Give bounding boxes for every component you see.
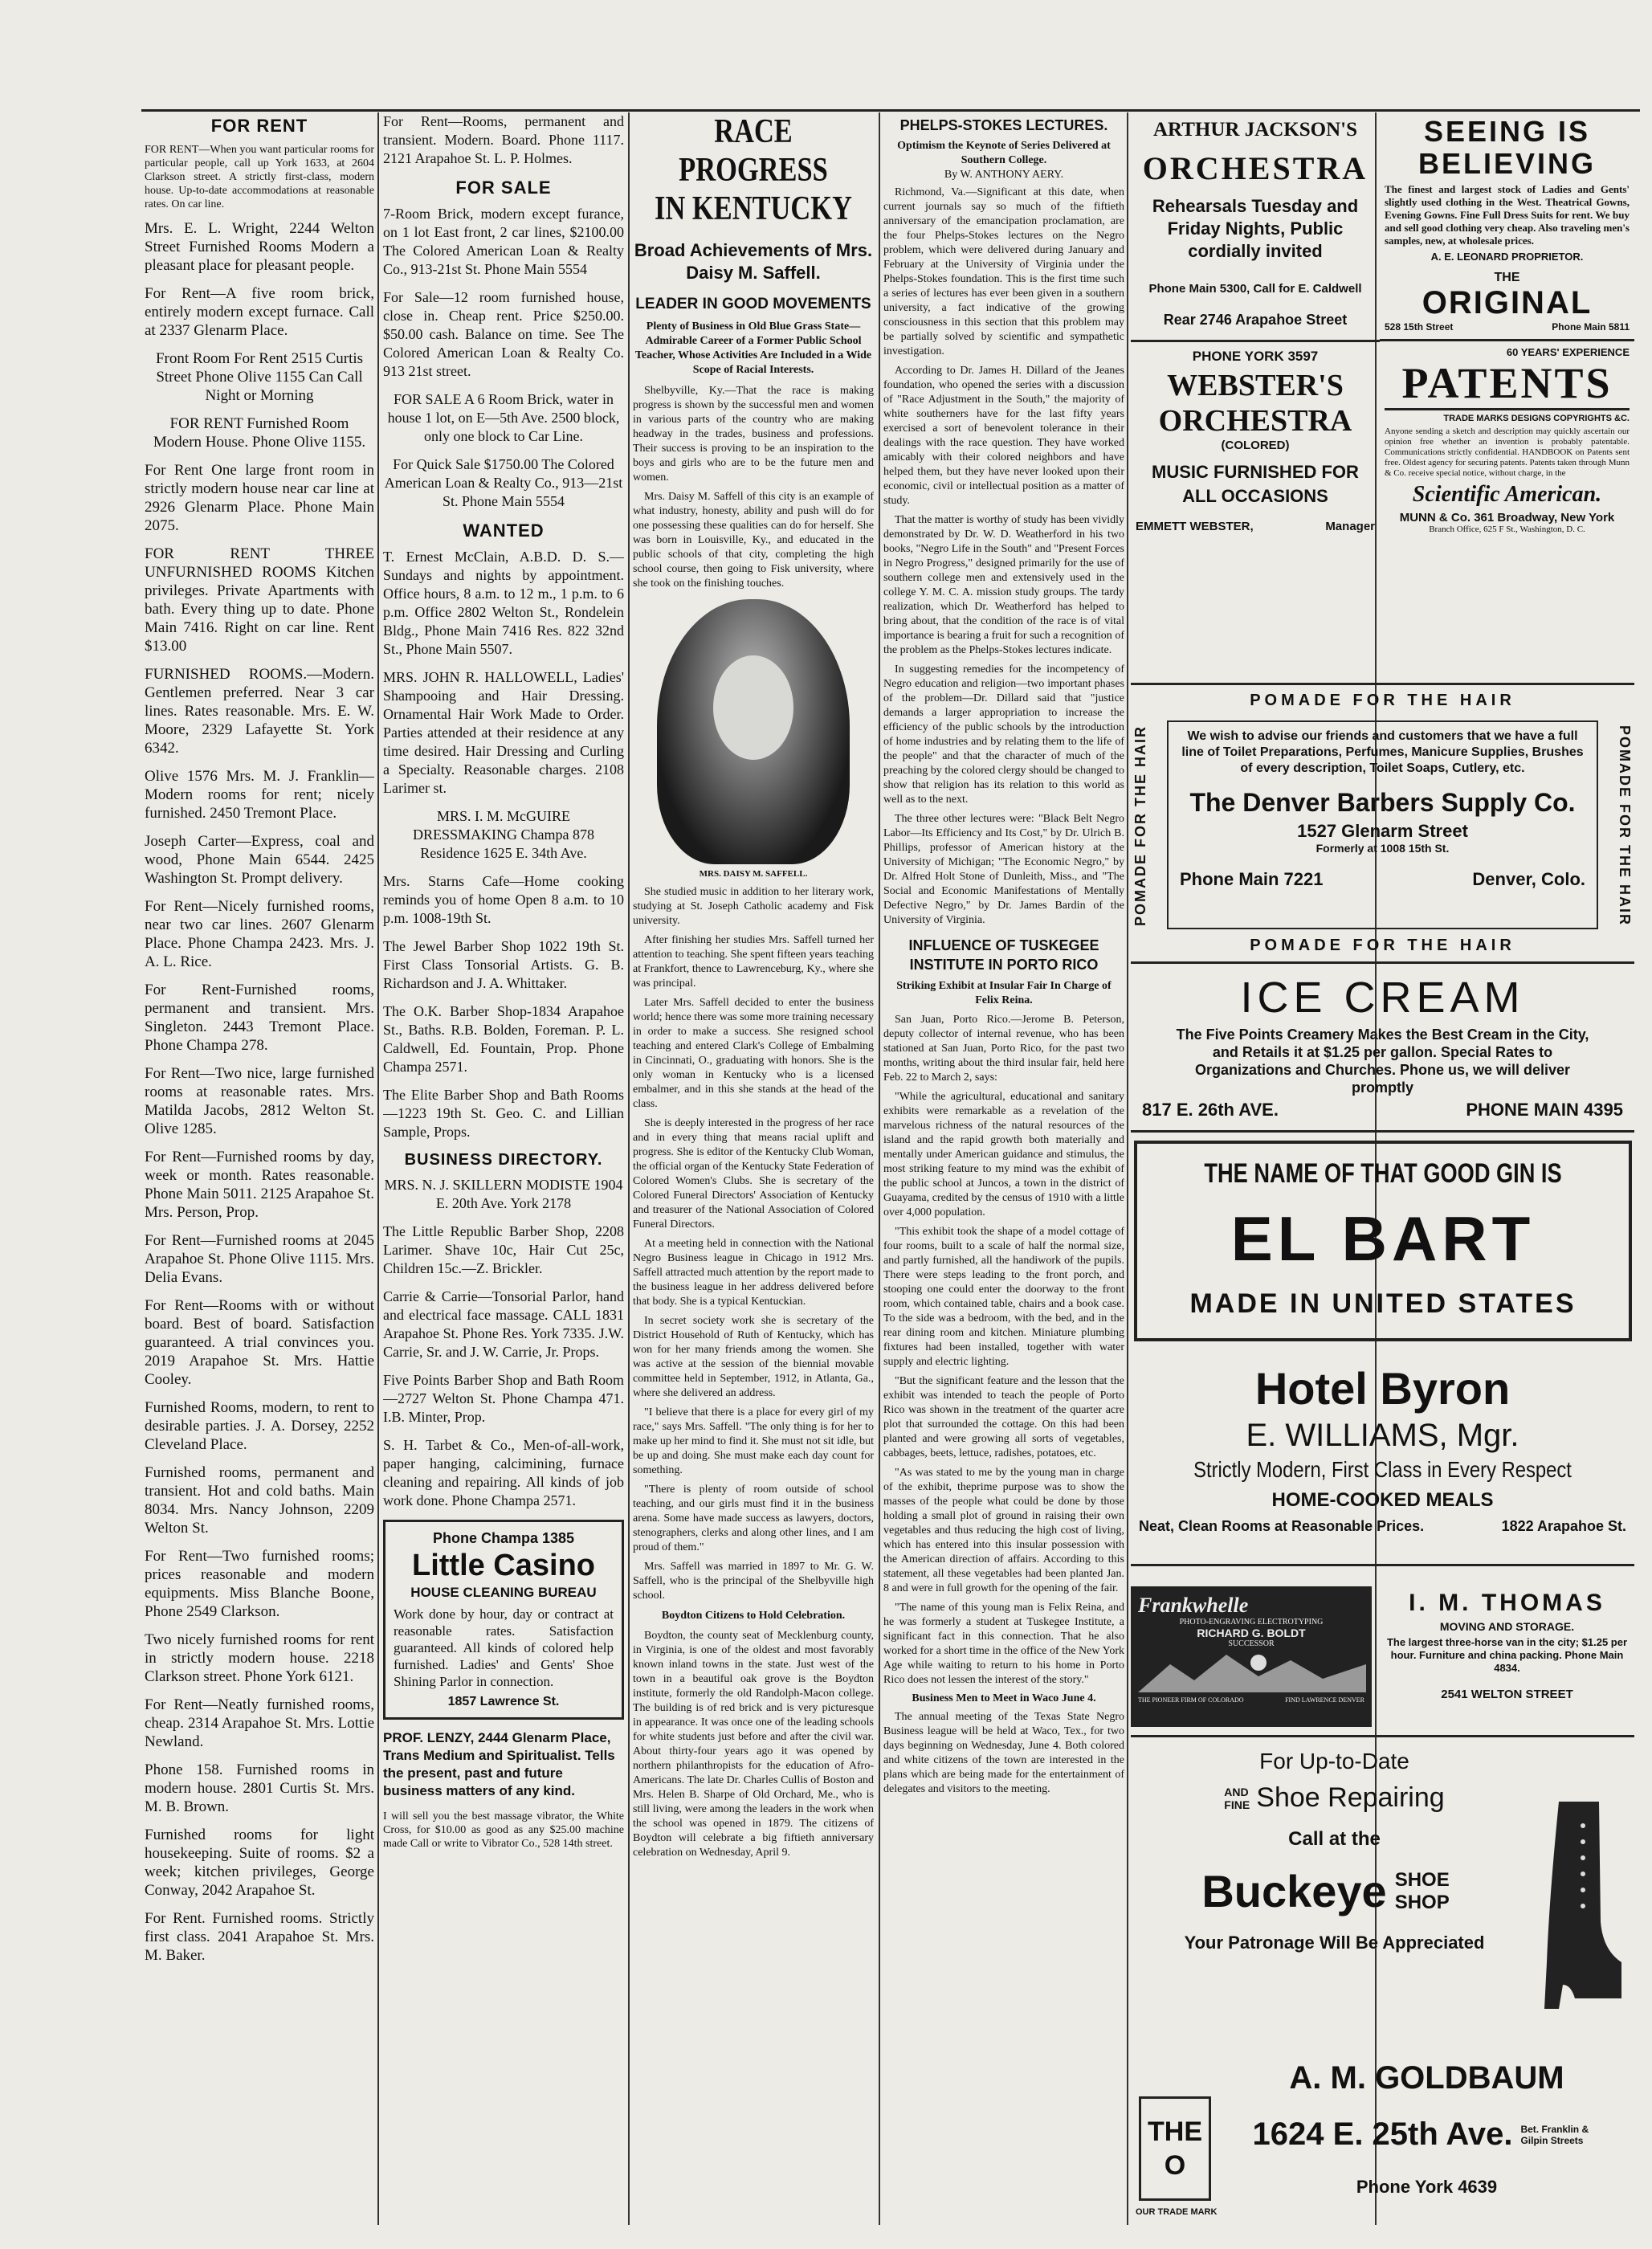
pomade-body: We wish to advise our friends and customers that we have a full line of Toilet Preparations, Perfumes, Manicure Supplies, Brushes of every description, Toilet Soaps, Cutlery, etc. [1181,729,1584,775]
classified-ad: Furnished rooms for light housekeeping. Suite of rooms. $2 a week; kitchen privileges, George Conway, 2042 Arapahoe St. [145,1827,374,1899]
webster-music: MUSIC FURNISHED FOR ALL OCCASIONS [1152,462,1359,506]
classified-ad: For Rent—Rooms with or without board. Best of board. Satisfaction guaranteed. A trial convinces you. 2019 Arapahoe St. Mrs. Hattie Cooley. [145,1297,374,1388]
hotel-name: Hotel Byron [1254,1363,1511,1414]
little-casino-ad [383,1520,624,1720]
article-paragraph: That the matter is worthy of study has been vividly demonstrated by Dr. W. D. Weatherford in his two books, "Negro Life in the South" and "Present Forces in Negro Progress," designed primarily for the use of southern college men and extensively used in the college Y. M. C. A. mission study groups. The tardy realization, which Dr. Weatherford has helped to bring about, that the condition of the race is of vital importance is bearing a fruit for such a recognition of the problem as the Phelps-Stokes lectures indicate. [883,514,1124,656]
hotel-line-1: Strictly Modern, First Class in Every Respect [1193,1457,1572,1482]
casino-phone: Phone Champa 1385 [432,1530,575,1546]
classified-ad: For Rent—Neatly furnished rooms, cheap. 2314 Arapahoe St. Mrs. Lottie Newland. [145,1696,374,1750]
article-paragraph: "But the significant feature and the lesson that the exhibit was intended to teach the people of Porto Rico was shown in the treatment of the quarter acre plot that surrounded the cottage. On this had been planted and were growing all sorts of vegetables, cabbages, beets, lettuce, radishes, potatoes, etc. [883,1375,1124,1459]
article-title-2: INFLUENCE OF TUSKEGEE INSTITUTE IN PORTO RICO [908,937,1099,973]
article-title-line-1: RACE PROGRESS [679,113,828,189]
wanted-ad: The O.K. Barber Shop-1834 Arapahoe St., Baths. R.B. Bolden, Foreman. P. L. Caldwell, Ed. Fountain, Prop. Phone Champa 2571. [383,1003,624,1075]
thomas-body: The largest three-horse van in the city; $1.25 per hour. Furniture and china packing. Phone Main 4834. [1386,1636,1628,1674]
classified-ad: For Rent-Furnished rooms, permanent and transient. Mrs. Singleton. 2443 Tremont Place. Phone Champa 278. [145,982,374,1054]
wanted-ad: The Jewel Barber Shop 1022 19th St. First Class Tonsorial Artists. G. B. Richardson and J. A. Whittaker. [383,938,624,991]
pomade-ad [1131,683,1634,964]
gin-line-3: MADE IN UNITED STATES [1189,1288,1577,1319]
directory-ad: Five Points Barber Shop and Bath Room—2727 Welton St. Phone Champa 471. I.B. Minter, Prop. [383,1372,624,1425]
pomade-company: The Denver Barbers Supply Co. [1189,788,1576,817]
article-title-line-2: IN KENTUCKY [655,190,852,227]
pomade-band-bottom: POMADE FOR THE HAIR [1250,937,1515,954]
classified-ad: For Rent—Furnished rooms at 2045 Arapahoe St. Phone Olive 1115. Mrs. Delia Evans. [145,1232,374,1286]
webster-orchestra: ORCHESTRA [1158,404,1352,438]
vibrator-ad: I will sell you the best massage vibrator, the White Cross, for $10.00 as good as any $25.00 machine made Call or write to Vibrator Co., 528 14th street. [383,1810,624,1850]
casino-body: Work done by hour, day or contract at reasonable rates. Satisfaction guaranteed. All kinds of colored help furnished. Ladies' and Gents' Shoe Shining Parlor in connection. [394,1606,614,1689]
wanted-heading: WANTED [463,520,545,541]
classified-ad: FOR RENT THREE UNFURNISHED ROOMS Kitchen privileges. Private Apartments with bath. Every thing up to date. Phone Main 7416. Right on car line. Rent $13.00 [145,545,374,655]
thomas-sub: MOVING AND STORAGE. [1439,1620,1575,1633]
byline: By W. ANTHONY AERY. [944,169,1064,181]
article-paragraph: Later Mrs. Saffell decided to enter the business world; hence there was some more training necessary in order to make a success. She resigned school teaching and entered Clark's College of Embalming in Cincinnati, O., graduating with honors. She is the only woman in Kentucky who is a licensed embalmer, and in this she stands at the head of the class. [633,997,874,1110]
webster-manager-title: Manager [1325,520,1375,533]
buckeye-phone: Phone York 4639 [1356,2177,1498,2197]
buckeye-between: Bet. Franklin & Gilpin Streets [1520,2123,1589,2146]
hotel-address: 1822 Arapahoe St. [1501,1518,1626,1534]
boot-illustration [1527,1802,1623,2010]
ice-cream-address: 817 E. 26th AVE. [1142,1100,1279,1120]
article-paragraph: In secret society work she is secretary of the District Household of Ruth of Kentucky, which has won for her many friends among the women. She was active at the session of the biennial movable committee held in September, 1912, in Atlanta, Ga., where she delivered an address. [633,1315,874,1399]
classified-ad: Front Room For Rent 2515 Curtis Street Phone Olive 1155 Can Call Night or Morning [155,350,364,404]
thomas-address: 2541 WELTON STREET [1441,1688,1573,1701]
article-paragraph: "While the agricultural, educational and sanitary exhibits were remarkable as a revelation of the marvelous richness of the natural resources of the island and the rapid growth both materially and mentally under American guidance and stimulus, the most striking feature to my mind was the exhibit of the public school at Juncos, a town in the district of Guayama, credited by the census of 1910 with a little over 4,000 population. [883,1091,1124,1218]
portrait-photo [657,599,850,864]
seeing-proprietor: A. E. LEONARD PROPRIETOR. [1430,251,1584,263]
el-bart-gin-ad [1134,1141,1632,1341]
wanted-ad: The Elite Barber Shop and Bath Rooms—1223 19th St. Geo. C. and Lillian Sample, Props. [383,1087,624,1140]
scientific-american: Scientific American. [1412,482,1602,507]
article-paragraph: "As was stated to me by the young man in charge of the exhibit, theprime purpose was to show the masses of the people what could be done by those holding a small plot of ground in raising their own vegetables and thus reducing the high cost of living, which has entered into this insular possession with the American direction of affairs. According to this statement, all these vegetables had been planted Jan. 8 and were in full growth for the opening of the fair. [883,1467,1124,1594]
article-paragraph: Mrs. Saffell was married in 1897 to Mr. G. W. Saffell, who is the principal of the Shelbyville high school. [633,1561,874,1602]
classified-ad: For Rent—A five room brick, entirely modern except furnace. Call at 2337 Glenarm Place. [145,285,374,339]
patents-word: PATENTS [1385,358,1630,410]
seeing-line-1: SEEING IS [1423,115,1591,148]
frankwhelle-sub-2: RICHARD G. BOLDT [1197,1627,1306,1639]
patents-years: 60 YEARS' EXPERIENCE [1506,346,1630,358]
subheading: Boydton Citizens to Hold Celebration. [661,1610,846,1622]
buckeye-and-fine: AND FINE [1224,1785,1250,1811]
classified-ad: For Rent—Rooms, permanent and transient. Modern. Board. Phone 1117. 2121 Arapahoe St. L. P. Holmes. [383,113,624,166]
frankwhelle-left: THE PIONEER FIRM OF COLORADO [1138,1696,1244,1704]
munn-address: MUNN & Co. 361 Broadway, New York [1399,511,1615,524]
hotel-line-2: HOME-COOKED MEALS [1271,1489,1494,1511]
buckeye-name: Buckeye [1201,1866,1387,1916]
orchestra-ads [1131,112,1380,627]
seeing-address: 528 15th Street [1385,321,1454,333]
webster-orchestra-ad [1131,342,1380,540]
seeing-body: The finest and largest stock of Ladies and Gents' slightly used clothing in the West. Theatrical Gowns, Evening Gowns. Fine Full Dress Suits for rent. We buy and sell good clothing very cheap. Also traveling men's samples, new, at wholesale prices. [1385,183,1630,247]
article-paragraph: Shelbyville, Ky.—That the race is making progress is shown by the successful men and women in various parts of the country who are making headway in the trades, business and professions. Their success is proving to be an inspiration to the boys and girls who are to be the future men and women. [633,385,874,484]
jackson-phone: Phone Main 5300, Call for E. Caldwell [1148,282,1362,296]
ice-cream-title: ICE CREAM [1240,973,1525,1022]
classifieds-column [145,112,374,2225]
wanted-ad: Mrs. Starns Cafe—Home cooking reminds you of home Open 8 a.m. to 10 p.m. 1008-19th St. [383,873,624,926]
article-paragraph: "I believe that there is a place for every girl of my race," says Mrs. Saffell. "The only thing is for her to make up her mind to find it. She must not sit idle, but be up and doing. She must make each day count for something. [633,1406,874,1476]
subheading: Business Men to Meet in Waco June 4. [912,1692,1096,1704]
for-rent-list [145,143,374,1965]
webster-colored: (COLORED) [1221,439,1290,452]
classified-ad: For Rent—Nicely furnished rooms, near two car lines. 2607 Glenarm Place. Phone Champa 2423. Mrs. J. A. L. Rice. [145,898,374,970]
ice-cream-phone: PHONE MAIN 4395 [1466,1100,1623,1120]
article-paragraph: At a meeting held in connection with the National Negro Business league in Chicago in 1912 Mrs. Saffell attracted much attention by the report made to the business league in her address delivered before that body. She is a typical Kentuckian. [633,1238,874,1308]
article-paragraph: San Juan, Porto Rico.—Jerome B. Peterson, deputy collector of internal revenue, who has been stationed at San Juan, Porto Rico, for the past two months, writing about the third insular fair, held here Feb. 22 to March 2, says: [883,1014,1124,1084]
trademark-logo: THE O [1148,2116,1202,2181]
article-paragraph: The three other lectures were: "Black Belt Negro Labor—Its Efficiency and Its Cost," by Dr. Ulrich B. Phillips, professor of American history at the University of Michigan; "The Economic Negro," by Dr. Alfred Holt Stone of Dunleith, Miss., and "The Social and Economic Manifestations of Mentally Defective Negro," by Dr. James Bardin of the University of Virginia. [883,813,1124,926]
classified-ad: For Rent. Furnished rooms. Strictly first class. 2041 Arapahoe St. Mrs. M. Baker. [145,1910,374,1964]
for-rent-heading: FOR RENT [210,116,308,136]
article-paragraph: "This exhibit took the shape of a model cottage of four rooms, built to a scale of half the normal size, and partly furnished, all the handiwork of the pupils. There were steps leading to the front porch, and stooping one could enter the doorway to the front room, which contained table, chairs and a book case. To the side was a bedroom, with the bed, and in the rear dining room and kitchen. Miniature plumbing fixtures had been installed, together with water supply and electric lighting. [883,1226,1124,1368]
classified-ad: For Rent One large front room in strictly modern house near car line at 2926 Glenarm Place. Phone Main 2075. [145,462,374,534]
patents-ad [1380,341,1634,539]
patents-marks: TRADE MARKS DESIGNS COPYRIGHTS &C. [1443,414,1630,423]
trademark-caption: OUR TRADE MARK [1136,2207,1218,2217]
hotel-byron-ad [1131,1357,1634,1566]
race-progress-article [633,112,874,2225]
article-deck: Broad Achievements of Mrs. Daisy M. Saffell. [634,240,873,283]
casino-address: 1857 Lawrence St. [447,1695,560,1708]
thomas-name: I. M. THOMAS [1409,1590,1605,1616]
munn-branch: Branch Office, 625 F St., Washington, D. C. [1429,524,1585,534]
buckeye-shoe-ad [1131,1735,1634,2225]
ice-cream-ad [1131,968,1634,1133]
article-paragraph: She is deeply interested in the progress of her race and in every thing that means racial uplift and progress. She is editor of the Kentucky Club Woman, the official organ of the Kentucky State Federation of Colored Women's Clubs. She is secretary of the Colored Funeral Directors' Association of Kentucky and treasurer of the National Association of Colored Funeral Directors. [633,1117,874,1231]
seeing-original: ORIGINAL [1422,285,1593,320]
jackson-orchestra-ad [1131,112,1380,342]
article-deck-3: Plenty of Business in Old Blue Grass State—Admirable Career of a Former Public School Teacher, Whose Activities Are Included in a Wide Scope of Racial Interests. [634,320,872,376]
article-deck: Optimism the Keynote of Series Delivered at Southern College. [897,140,1111,166]
classified-ad: Joseph Carter—Express, coal and wood, Phone Main 6544. 2425 Washington St. Prompt delivery. [145,833,374,887]
classified-ad: Furnished Rooms, modern, to rent to desirable parties. J. A. Dorsey, 2252 Cleveland Place. [145,1399,374,1453]
ice-cream-body: The Five Points Creamery Makes the Best Cream in the City, and Retails it at $1.25 per gallon. Special Rates to Organizations and Churches. Phone us, we will deliver promptly [1176,1027,1589,1096]
article-paragraph: "The name of this young man is Felix Reina, and he was formerly a student at Tuskegee Institute, a significant fact in this connection. That he also worked for a short time in the office of the New York Age while waiting to return to his home in Porto Rico does not lessen the interest of the story." [883,1602,1124,1686]
thomas-moving-ad [1380,1586,1634,1727]
directory-ad: The Little Republic Barber Shop, 2208 Larimer. Shave 10c, Hair Cut 25c, Children 15c.—Z. Brickler. [383,1223,624,1276]
pomade-address: 1527 Glenarm Street [1297,821,1468,841]
buckeye-line-4: Your Patronage Will Be Appreciated [1184,1933,1485,1953]
business-directory-heading: BUSINESS DIRECTORY. [404,1151,603,1169]
pomade-side-right: POMADE FOR THE HAIR [1617,724,1633,926]
article-deck-2: Striking Exhibit at Insular Fair In Charge of Felix Reina. [896,980,1112,1006]
article-paragraph: Mrs. Daisy M. Saffell of this city is an example of what industry, honesty, ability and push will do for one possessing these qualities can do for herself. She was born in Louisville, Ky., and educated in the public schools of that city, completing the high school course, then going to Fisk university, where she took on the finishing touches. [633,491,874,590]
buckeye-line-1: For Up-to-Date [1259,1749,1409,1773]
seeing-phone: Phone Main 5811 [1552,321,1630,333]
classifieds-column-2 [383,112,624,2225]
jackson-name: ARTHUR JACKSON'S [1152,119,1358,141]
classified-ad: For Rent—Two nice, large furnished rooms at reasonable rates. Mrs. Matilda Jacobs, 2812 Welton St. Olive 1285. [145,1065,374,1137]
buckeye-line-3: Call at the [1288,1828,1381,1850]
jackson-orchestra: ORCHESTRA [1142,150,1369,186]
article-paragraph: Richmond, Va.—Significant at this date, when current journals say so much of the fiftieth anniversary of the emancipation proclamation, are the four Phelps-Stokes lectures on the Negro problem, which were delivered during January and February at the University of Virginia under the Phelps-Stokes foundation. This is the first time such a series of lectures has ever been given in a southern university, a fact indicative of the growing consciousness in this section that this problem may be partially solved by scientific and sympathetic investigation. [883,186,1124,357]
classified-ad: Mrs. E. L. Wright, 2244 Welton Street Furnished Rooms Modern a pleasant place for pleasant people. [145,220,374,274]
sale-ad: FOR SALE A 6 Room Brick, water in house 1 lot, on E—5th Ave. 2500 block, only one block to Car Line. [387,391,620,444]
article-paragraph: "There is plenty of room outside of school teaching, and our girls must find it in the business arena. Some have made success as lawyers, doctors, stenographers, clerks and along other lines, and I am proud of them." [633,1484,874,1553]
wanted-ad: MRS. I. M. McGUIRE DRESSMAKING Champa 878 Residence 1625 E. 34th Ave. [412,808,594,861]
classified-ad: FOR RENT Furnished Room Modern House. Phone Olive 1155. [153,415,366,451]
wanted-ad: MRS. JOHN R. HALLOWELL, Ladies' Shampooing and Hair Dressing. Ornamental Hair Work Made to Order. Parties attended at their residence at any time desired. Hair Dressing and Curling a Specialty. Reasonable charges. 2108 Larimer st. [383,669,624,796]
clothing-and-patent-ads [1380,112,1634,627]
directory-ad: Carrie & Carrie—Tonsorial Parlor, hand and electrical face massage. CALL 1831 Arapahoe St. Phone Res. York 7335. J.W. Carrie, Sr. and J. W. Carrie, Jr. Props. [383,1288,624,1360]
wanted-ad: T. Ernest McClain, A.B.D. D. S.—Sundays and nights by appointment. Office hours, 8 a.m. to 12 m., 1 p.m. to 6 p.m. Office 2802 Welton St., Rondelein Bldg., Phone Main 7416 Res. 822 32nd St., Phone Main 5507. [383,549,624,657]
sale-ad: For Sale—12 room furnished house, close in. Cheap rent. Price $250.00. $50.00 cash. Balance on time. See The Colored American Loan & Realty Co. 913 21st street. [383,289,624,379]
classified-ad: FOR RENT—When you want particular rooms for particular people, call up York 1633, at 2604 Clarkson street. A strictly first-class, modern house. Up-to-date accommodations at reasonable rates. On car line. [145,144,374,210]
article-deck-2: LEADER IN GOOD MOVEMENTS [635,296,871,312]
classified-ad: Olive 1576 Mrs. M. J. Franklin—Modern rooms for rent; nicely furnished. 2450 Tremont Place. [145,768,374,822]
pomade-former: Formerly at 1008 15th St. [1315,842,1450,855]
jackson-rehearsals: Rehearsals Tuesday and Friday Nights, Public cordially invited [1152,196,1359,261]
classified-ad: For Rent—Furnished rooms by day, week or month. Rates reasonable. Phone Main 5011. 2125 Arapahoe St. Mrs. Person, Prop. [145,1149,374,1221]
pomade-band-top: POMADE FOR THE HAIR [1250,692,1515,709]
article-paragraph: According to Dr. James H. Dillard of the Jeanes foundation, who opened the series with a discussion of "Race Adjustment in the South," the majority of white southerners have for the last fifty years exercised a sort of benevolent tolerance in their dealings with the race question. They have worked amicably with their colored neighbors and have helped them, but they have never looked upon their economic, civil or intellectual position as a matter of study. [883,365,1124,507]
lenzy-ad: PROF. LENZY, 2444 Glenarm Place, Trans Medium and Spiritualist. Tells the present, past and future business matters of any kind. [383,1730,615,1798]
casino-name: Little Casino [411,1549,596,1582]
frankwhelle-right: FIND LAWRENCE DENVER [1285,1696,1364,1704]
patents-body: Anyone sending a sketch and description may quickly ascertain our opinion free whether an invention is probably patentable. Communications strictly confidential. HANDBOOK on Patents sent free. Oldest agency for securing patents. Patents taken through Munn & Co. receive special notice, without charge, in the [1385,427,1630,478]
classified-ad: For Rent—Two furnished rooms; prices reasonable and modern equipments. Miss Blanche Boone, Phone 2549 Clarkson. [145,1548,374,1620]
gin-line-1: THE NAME OF THAT GOOD GIN IS [1204,1158,1562,1189]
frankwhelle-sub-1: PHOTO-ENGRAVING ELECTROTYPING [1179,1618,1324,1627]
seeing-the: THE [1494,271,1520,284]
column-rule [377,112,379,2225]
classified-ad: Phone 158. Furnished rooms in modern house. 2801 Curtis St. Mrs. M. B. Brown. [145,1761,374,1815]
column-rule [628,112,630,2225]
article-title: PHELPS-STOKES LECTURES. [899,117,1108,133]
pomade-city: Denver, Colo. [1472,869,1585,889]
frankwhelle-logo: Frankwhelle [1138,1594,1249,1617]
article-paragraph: After finishing her studies Mrs. Saffell turned her attention to teaching. She spent fifteen years teaching at Frankfort, thence to Lawrenceburg, Ky., where she was principal. [633,934,874,990]
sale-ad: For Quick Sale $1750.00 The Colored American Loan & Realty Co., 913—21st St. Phone Main 5554 [384,456,623,509]
jackson-address: Rear 2746 Arapahoe Street [1163,312,1348,328]
hotel-manager: E. WILLIAMS, Mgr. [1246,1418,1519,1453]
gin-name: EL BART [1230,1203,1536,1274]
photo-caption: MRS. DAISY M. SAFFELL. [699,869,808,879]
article-paragraph: The annual meeting of the Texas State Negro Business league will be held at Waco, Tex., for two days beginning on Wednesday, June 4. Both colored and white citizens of the town are interested in the plans which are being made for the entertainment of delegates and visitors to the meeting. [883,1711,1124,1795]
directory-ad: MRS. N. J. SKILLERN MODISTE 1904 E. 20th Ave. York 2178 [384,1177,623,1211]
webster-manager-name: EMMETT WEBSTER, [1136,520,1254,533]
casino-sub: HOUSE CLEANING BUREAU [410,1585,597,1600]
buckeye-line-2: Shoe Repairing [1256,1782,1445,1813]
frankwhelle-ad [1131,1586,1372,1727]
column-rule [879,112,880,2225]
buckeye-address: 1624 E. 25th Ave. [1252,2116,1513,2152]
seeing-line-2: BELIEVING [1417,147,1597,180]
pomade-side-left: POMADE FOR THE HAIR [1132,725,1148,927]
classified-ad: FURNISHED ROOMS.—Modern. Gentlemen preferred. Near 3 car lines. Rates reasonable. Mrs. E. W. Moore, 2329 Lafayette St. York 6342. [145,666,374,757]
buckeye-shop: SHOE SHOP [1394,1868,1450,1913]
classified-ad: Two nicely furnished rooms for rent in strictly modern house. 2218 Clarkson street. Phone York 6121. [145,1631,374,1685]
pomade-phone: Phone Main 7221 [1180,869,1324,889]
buckeye-owner: A. M. GOLDBAUM [1289,2060,1564,2096]
the-o-trademark [1139,2096,1211,2201]
article-paragraph: Boydton, the county seat of Mecklenburg county, in Virginia, is one of the oldest and most favorably known inland towns in the state. Just west of the town in a beautiful oak grove is the Boydton institute, formerly the old Randolph-Macon college. The building is of red brick and is very picturesque in appearance. It was once one of the leading schools for white students just before and after the civil war. About thirty-four years ago it was opened by northern philanthropists for the education of Afro-Americans. The late Dr. Charles Cullis of Boston and Mrs. Helen B. Sharpe of Old Orchard, Me., who is still living, were among the leaders in the work when the school was opened in 1879. The citizens of Boydton will celebrate a big fiftieth anniversary celebration on Wednesday, April 9. [633,1630,874,1859]
for-sale-heading: FOR SALE [455,178,552,198]
top-rule [141,109,1640,112]
frankwhelle-sub-3: SUCCESSOR [1228,1639,1275,1648]
webster-name: WEBSTER'S [1167,369,1344,402]
seeing-is-believing-ad [1380,112,1634,341]
article-paragraph: She studied music in addition to her literary work, studying at St. Joseph Catholic academy and Fisk university. [633,886,874,927]
classified-ad: Furnished rooms, permanent and transient. Hot and cold baths. Main 8034. Mrs. Nancy Johnson, 2209 Welton St. [145,1464,374,1537]
hotel-line-3: Neat, Clean Rooms at Reasonable Prices. [1139,1518,1425,1534]
article-paragraph: In suggesting remedies for the incompetency of Negro education and religion—two important phases of the problem—Dr. Dillard said that "justice demands a larger appropriation to increase the efficiency of the public schools by the introduction of home industries and by relating them to the life of the people" and that the character of much of the preaching by the colored clergy should be changed to show that religion has its relation to this world as well as to the next. [883,663,1124,806]
sale-ad: 7-Room Brick, modern except furance, on 1 lot East front, 2 car lines, $2100.00 The Colored American Loan & Realty Co., 913-21st St. Phone Main 5554 [383,206,624,277]
mountain-illustration [1138,1648,1366,1692]
directory-ad: S. H. Tarbet & Co., Men-of-all-work, paper hanging, calcimining, furnace cleaning and repairing. All kinds of job work done. Phone Champa 2571. [383,1437,624,1508]
webster-phone: PHONE YORK 3597 [1192,349,1319,364]
